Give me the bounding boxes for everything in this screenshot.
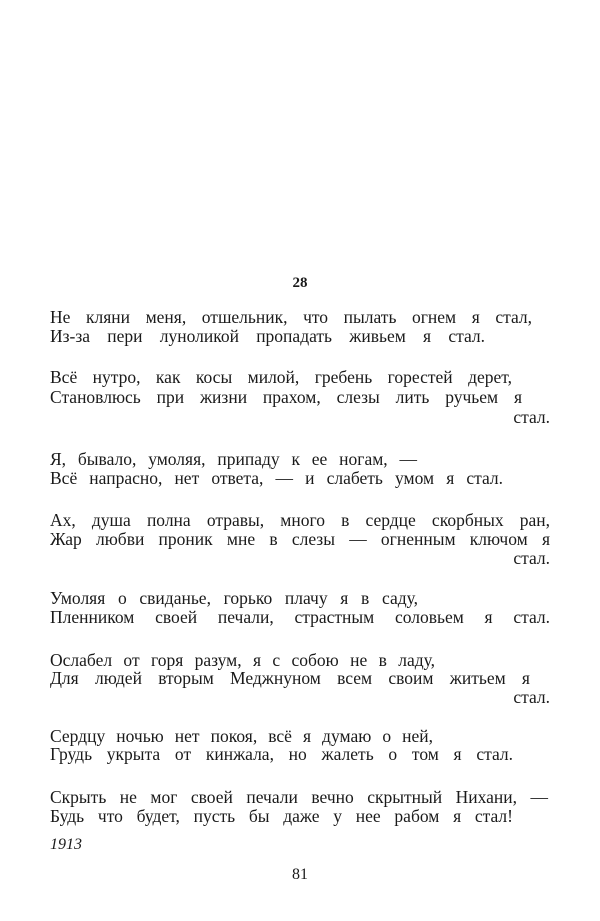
poem-line: Я, бывало, умоляя, припаду к ее ногам, —: [50, 449, 417, 469]
poem-line: Жар любви проник мне в слезы — огненным ключом я: [50, 529, 550, 549]
poem-line-wrap: стал.: [513, 548, 550, 568]
poem-line: Скрыть не мог своей печали вечно скрытный Нихани, —: [50, 787, 548, 807]
poem-line: Сердцу ночью нет покоя, всё я думаю о ней,: [50, 726, 433, 746]
poem-line: Ослабел от горя разум, я с собою не в ладу,: [50, 650, 435, 670]
poem-line: Грудь укрыта от кинжала, но жалеть о том я стал.: [50, 744, 513, 764]
poem-year: 1913: [50, 836, 82, 853]
page-number: 81: [292, 866, 308, 883]
poem-line-wrap: стал.: [513, 687, 550, 707]
poem-line: Становлюсь при жизни прахом, слезы лить ручьем я: [50, 387, 522, 407]
poem-line: Из-за пери луноликой пропадать живьем я стал.: [50, 326, 485, 346]
poem-line: Всё напрасно, нет ответа, — и слабеть умом я стал.: [50, 468, 503, 488]
poem-line: Ах, душа полна отравы, много в сердце скорбных ран,: [50, 510, 550, 530]
poem-line-wrap: стал.: [513, 407, 550, 427]
poem-line: Всё нутро, как косы милой, гребень горестей дерет,: [50, 367, 512, 387]
poem-line: Умоляя о свиданье, горько плачу я в саду,: [50, 588, 418, 608]
poem-line: Для людей вторым Меджнуном всем своим житьем я: [50, 668, 530, 688]
poem-line: Будь что будет, пусть бы даже у нее рабом я стал!: [50, 806, 513, 826]
poem-number: 28: [292, 275, 308, 291]
poem-line: Пленником своей печали, страстным соловьем я стал.: [50, 607, 550, 627]
poem-line: Не кляни меня, отшельник, что пылать огнем я стал,: [50, 307, 532, 327]
